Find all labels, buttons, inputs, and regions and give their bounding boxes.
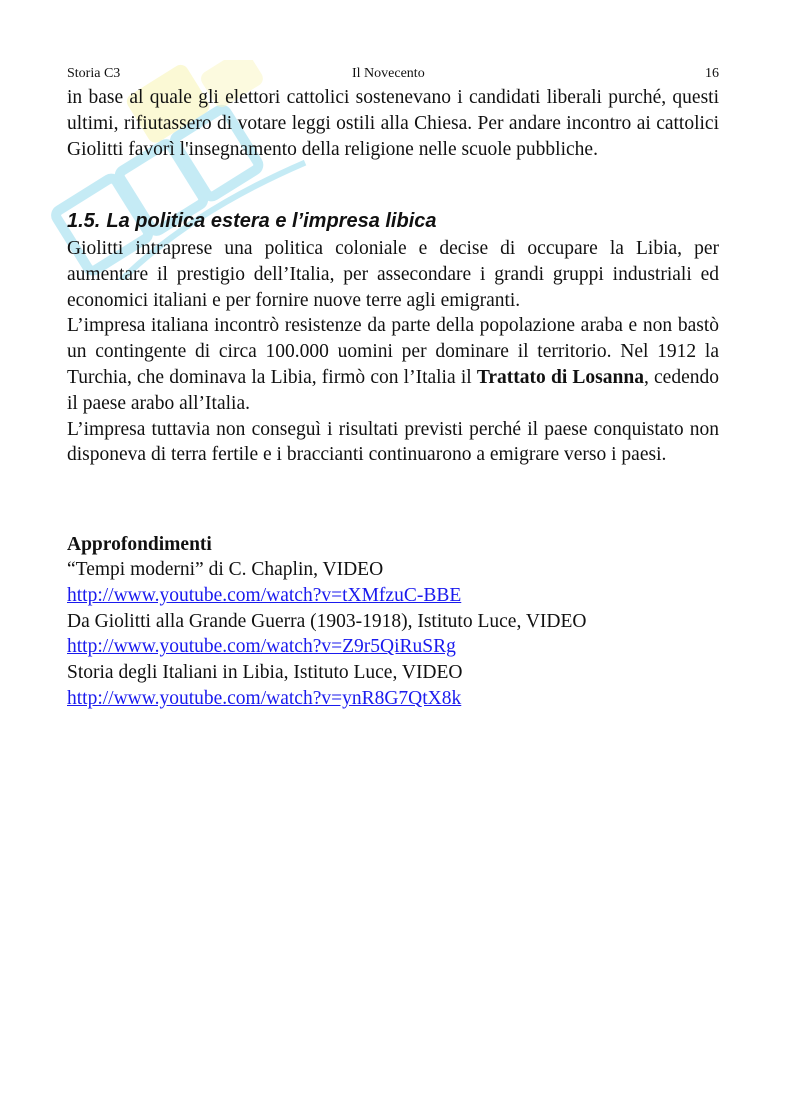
paragraph-2-text-a: L’impresa italiana incontrò resistenze da parte della popolazione araba e non bastò un contingente di circa 100.000 uomini per dominare il territorio. Nel 1912 la Turchia, che dominava la Libia, firmò con l’Italia il xyxy=(67,315,719,388)
intro-paragraph: in base al quale gli elettori cattolici sostenevano i candidati liberali purché, questi ultimi, rifiutassero di votare leggi ostili alla Chiesa. Per andare incontro ai cattolici Giolitti favorì l'insegnamento della religione nelle scuole pubbliche. xyxy=(67,87,719,160)
body-paragraph-1: Giolitti intraprese una politica coloniale e decise di occupare la Libia, per aumentare il prestigio dell’Italia, per assecondare i grandi gruppi industriali ed economici italiani e per fornire nuove terre agli emigranti. xyxy=(67,238,719,311)
approfondimenti-heading: Approfondimenti xyxy=(67,534,212,555)
resource-label: Storia degli Italiani in Libia, Istituto Luce, VIDEO xyxy=(67,662,463,684)
running-header xyxy=(67,66,719,84)
paragraph-2-text-b: , cedendo il paese arabo all’Italia. xyxy=(67,366,719,414)
resource-label: Da Giolitti alla Grande Guerra (1903-1918), Istituto Luce, VIDEO xyxy=(67,610,587,632)
treaty-name: Trattato di Losanna xyxy=(476,366,644,388)
section-heading xyxy=(67,207,437,235)
page-number: 16 xyxy=(705,66,719,81)
resource-link[interactable]: http://www.youtube.com/watch?v=tXMfzuC-BBE xyxy=(67,584,462,606)
header-course: Storia C3 xyxy=(67,66,121,81)
body-paragraph-3: L’impresa tuttavia non conseguì i risultati previsti perché il paese conquistato non disponeva di terra fertile e i braccianti continuarono a emigrare verso i paesi. xyxy=(67,418,719,466)
resource-label: “Tempi moderni” di C. Chaplin, VIDEO xyxy=(67,559,384,580)
resource-link[interactable]: http://www.youtube.com/watch?v=ynR8G7QtX8k xyxy=(67,687,462,709)
section-title: La politica estera e l’impresa libica xyxy=(106,210,437,232)
resource-list xyxy=(67,557,719,712)
section-number: 1.5. xyxy=(67,210,101,232)
body-paragraph-2 xyxy=(67,313,719,416)
section-body xyxy=(67,236,719,468)
header-title: Il Novecento xyxy=(352,66,425,81)
resource-link[interactable]: http://www.youtube.com/watch?v=Z9r5QiRuSRg xyxy=(67,636,456,658)
